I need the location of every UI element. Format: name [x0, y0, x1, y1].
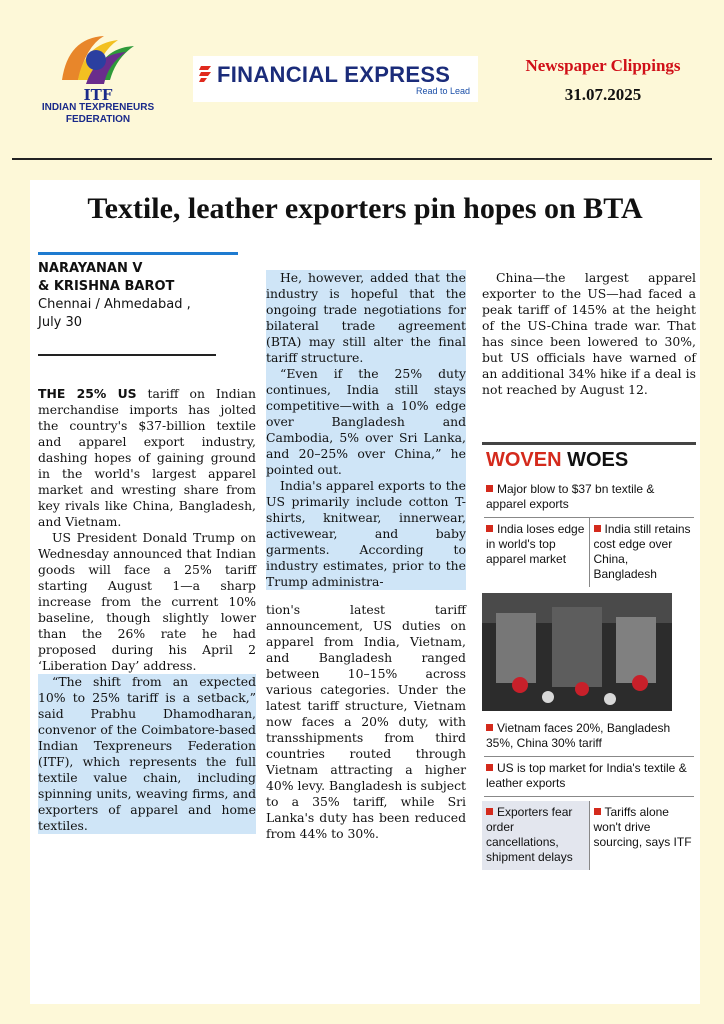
financial-express-logo: [193, 56, 478, 102]
itf-name: ITF: [83, 86, 113, 104]
sidebar-row: [482, 801, 696, 870]
sidebar-item-text: Vietnam faces 20%, Bangladesh 35%, China 30% tariff: [486, 721, 671, 750]
woven-woes-sidebar: [482, 442, 696, 870]
newspaper-tagline: Read to Lead: [415, 86, 470, 96]
byline: [38, 260, 191, 332]
paragraph-text: tariff on Indian merchandise imports has jolted the country's $37-billion textile and apparel export industry, dashing hopes of gaining ground in the world's largest apparel market and wresting share from key rivals like China, Bangladesh, and Vietnam.: [38, 386, 257, 529]
factory-photo: [482, 593, 672, 711]
bullet-icon: [486, 485, 493, 492]
bullet-icon: [486, 525, 493, 532]
article-headline: Textile, leather exporters pin hopes on BTA: [87, 192, 643, 225]
sidebar-item-text: India still retains cost edge over China, Bangladesh: [593, 522, 691, 581]
bullet-icon: [594, 525, 601, 532]
highlighted-paragraph: India's apparel exports to the US primarily include cotton T-shirts, knitwear, innerwear, activewear, and baby garments. According to industry estimates, prior to the Trump administra-: [266, 478, 466, 589]
bullet-icon: [486, 808, 493, 815]
byline-place: Chennai / Ahmedabad ,: [38, 297, 191, 312]
paragraph: China—the largest apparel exporter to the US—had faced a peak tariff of 145% at the height of the US-China trade war. That has since been lowered to 30%, but US officials have warned of an additional 34% hike if a deal is not reached by August 12.: [482, 270, 696, 397]
paragraph: US President Donald Trump on Wednesday announced that Indian goods will face a 25% tariff starting August 1—a sharp increase from the current 10% baseline, though slightly lower than the 26% rate he had proposed during his April 2 ‘Liberation Day’ address.: [38, 530, 256, 673]
fe-mark-icon: [199, 64, 213, 82]
highlighted-paragraph: “Even if the 25% duty continues, India still stays competitive—with a 10% edge over Bangladesh and Cambodia, 5% over Sri Lanka, and 20–25% over China,” he pointed out.: [266, 366, 466, 477]
byline-accent-bar: [38, 252, 238, 255]
header-divider: [12, 158, 712, 160]
sidebar-item: [482, 478, 696, 517]
sidebar-top-bar: [482, 442, 696, 445]
paragraph: [38, 386, 256, 530]
byline-divider: [38, 354, 216, 356]
divider: [484, 796, 694, 797]
sidebar-item-text: US is top market for India's textile & leather exports: [486, 761, 687, 790]
article-column-1: [38, 386, 256, 834]
itf-subtitle: INDIAN TEXPRENEURS FEDERATION: [41, 102, 155, 125]
newspaper-name: FINANCIAL EXPRESS: [217, 62, 451, 87]
clipping-title: Newspaper Clippings: [525, 56, 681, 75]
lead-text: THE 25% US: [38, 386, 137, 401]
sidebar-item: [482, 518, 589, 587]
factory-photo-image: [482, 593, 672, 711]
byline-date: July 30: [38, 315, 83, 330]
byline-author-1: NARAYANAN V: [38, 261, 143, 276]
itf-logo: [38, 30, 158, 126]
highlighted-paragraph: He, however, added that the industry is hopeful that the ongoing trade negotiations for bilateral trade agreement (BTA) may still alter the final tariff structure.: [266, 270, 466, 365]
sidebar-item-text: Major blow to $37 bn textile & apparel exports: [486, 482, 655, 511]
sidebar-item-text: Exporters fear order cancellations, shipment delays: [486, 805, 573, 864]
sidebar-item-text: Tariffs alone won't drive sourcing, says ITF: [593, 805, 692, 849]
bullet-icon: [486, 724, 493, 731]
bullet-icon: [594, 808, 601, 815]
sidebar-row: [482, 518, 696, 587]
sidebar-item: [589, 518, 697, 587]
article-column-3: [482, 270, 696, 398]
sidebar-item: [482, 717, 696, 756]
sidebar-item-text: India loses edge in world's top apparel market: [486, 522, 585, 566]
article-column-2: [266, 270, 466, 842]
itf-logo-icon: [56, 30, 140, 86]
sidebar-title-black: WOES: [561, 449, 629, 471]
byline-author-2: & KRISHNA BAROT: [38, 279, 175, 294]
clipping-date: 31.07.2025: [564, 85, 642, 104]
sidebar-title: [486, 449, 696, 472]
bullet-icon: [486, 764, 493, 771]
sidebar-item: [482, 801, 589, 870]
sidebar-item: [589, 801, 697, 870]
highlighted-paragraph: “The shift from an expected 10% to 25% tariff is a setback,” said Prabhu Dhamodharan, convenor of the Coimbatore-based Indian Texpreneurs Federation (ITF), which represents the full textile value chain, including spinning units, weaving firms, and exporters of apparel and home textiles.: [38, 674, 256, 833]
sidebar-item: [482, 757, 696, 796]
article-clipping: [30, 180, 700, 1004]
page-header: [0, 0, 724, 160]
paragraph: tion's latest tariff announcement, US duties on apparel from India, Vietnam, and Bangladesh ranged between 10–15% across various categories. Under the latest tariff structure, Vietnam now faces a 20% duty, with transshipments from third countries routed through Vietnam attracting a higher 40% levy. Bangladesh is subject to a 35% tariff, while Sri Lanka's duty has been reduced from 44% to 30%.: [266, 602, 466, 841]
sidebar-title-red: WOVEN: [486, 449, 562, 471]
